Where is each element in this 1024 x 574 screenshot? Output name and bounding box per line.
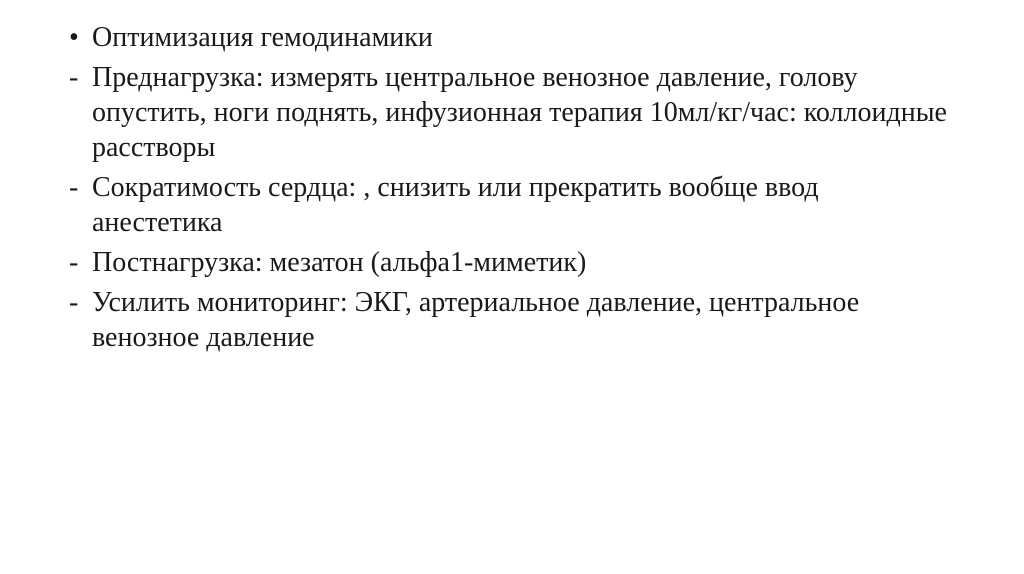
list-item-text: Преднагрузка: измерять центральное венозное давление, голову опустить, ноги поднять, инфузионная терапия 10мл/кг/час: коллоидные расстворы [92, 62, 947, 163]
list-item-text: Усилить мониторинг: ЭКГ, артериальное давление, центральное венозное давление [92, 287, 860, 353]
dash-marker: - [69, 287, 79, 318]
bullet-marker: • [69, 22, 79, 53]
dash-marker: - [69, 62, 79, 93]
list-item-afterload [69, 245, 949, 280]
list-item-preload [69, 60, 949, 165]
list-item-text: Сократимость сердца: , снизить или прекратить вообще ввод анестетика [92, 172, 819, 238]
list-item-monitoring [69, 285, 949, 355]
list-item-text: Постнагрузка: мезатон (альфа1-миметик) [92, 247, 587, 278]
list-item-text: Оптимизация гемодинамики [92, 22, 433, 53]
dash-marker: - [69, 247, 79, 278]
dash-marker: - [69, 172, 79, 203]
list-item-contractility [69, 170, 949, 240]
list-item-optimization [69, 20, 949, 55]
bullet-list [69, 20, 949, 360]
